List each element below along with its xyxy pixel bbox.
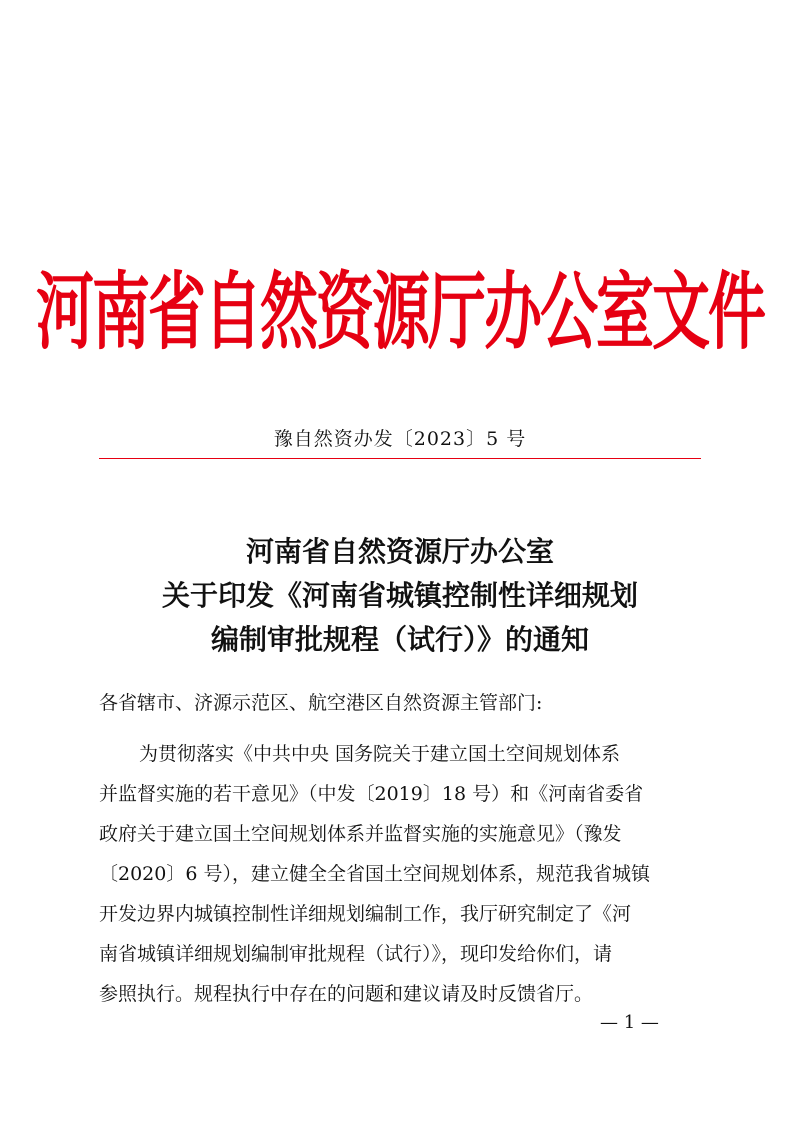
body-line: 参照执行。规程执行中存在的问题和建议请及时反馈省厅。 [99, 983, 594, 1005]
salutation: 各省辖市、济源示范区、航空港区自然资源主管部门: [99, 692, 543, 714]
body-line: 开发边界内城镇控制性详细规划编制工作，我厅研究制定了《河 [99, 903, 632, 925]
document-header-title: 河南省自然资源厅办公室文件 [35, 262, 764, 362]
notice-title-line-3: 编制审批规程（试行）》的通知 [210, 623, 589, 656]
body-line: 〔2020〕6 号），建立健全全省国土空间规划体系，规范我省城镇 [99, 863, 650, 885]
red-divider-line [99, 458, 701, 459]
notice-title-line-1: 河南省自然资源厅办公室 [245, 535, 554, 568]
page-number: — 1 — [600, 1012, 659, 1033]
notice-title [0, 530, 800, 662]
notice-title-line-2: 关于印发《河南省城镇控制性详细规划 [161, 579, 638, 612]
document-number: 豫自然资办发〔2023〕5 号 [273, 428, 527, 450]
body-line: 政府关于建立国土空间规划体系并监督实施的实施意见》（豫发 [99, 823, 622, 845]
body-line: 并监督实施的若干意见》（中发〔2019〕18 号）和《河南省委省 [99, 783, 644, 805]
body-line: 为贯彻落实《中共中央 国务院关于建立国土空间规划体系 [139, 743, 621, 765]
body-line: 南省城镇详细规划编制审批规程（试行）》，现印发给你们，请 [99, 943, 613, 965]
body-text [99, 734, 701, 1014]
